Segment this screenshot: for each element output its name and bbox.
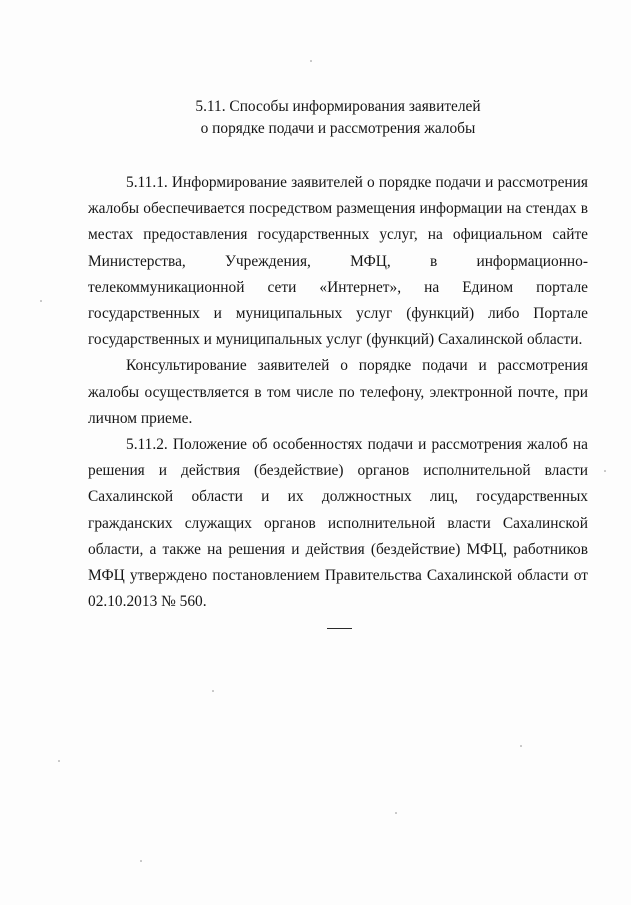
paragraph-consulting: Консультирование заявителей о порядке подачи и рассмотрения жалобы осуществляется в том числе по телефону, электронной почте, при личном приеме. bbox=[88, 357, 588, 427]
paragraph-5-11-2: 5.11.2. Положение об особенностях подачи и рассмотрения жалоб на решения и действия (бездействие) органов исполнительной власти Сахалинской области и их должностных лиц, государственных гражданских служащих органов исполнительной власти Сахалинской области, а также на решения и действия (бездействие) МФЦ, работников МФЦ утверждено постановлением Правительства Сахалинской области от 02.10.2013 № 560. bbox=[88, 436, 588, 611]
scan-speck bbox=[604, 470, 606, 472]
scan-speck bbox=[310, 60, 312, 62]
scan-speck bbox=[395, 812, 397, 814]
scan-speck bbox=[58, 760, 60, 762]
paragraph-5-11-1: 5.11.1. Информирование заявителей о порядке подачи и рассмотрения жалобы обеспечивается посредством размещения информации на стендах в местах предоставления государственных услуг, на официальном сайте Министерства, Учреждения, МФЦ, в информационно-телекоммуникационной сети «Интернет», на Едином портале государственных и муниципальных услуг (функций) либо Портале государственных и муниципальных услуг (функций) Сахалинской области. bbox=[88, 174, 588, 349]
scan-speck bbox=[40, 300, 42, 302]
scan-speck bbox=[520, 745, 522, 747]
end-of-text-rule bbox=[327, 628, 352, 629]
section-heading-line-1: 5.11. Способы информирования заявителей bbox=[195, 98, 481, 115]
section-body bbox=[88, 170, 588, 615]
section-heading-line-2: о порядке подачи и рассмотрения жалобы bbox=[200, 120, 476, 137]
scan-speck bbox=[140, 860, 142, 862]
scan-speck bbox=[212, 690, 214, 692]
